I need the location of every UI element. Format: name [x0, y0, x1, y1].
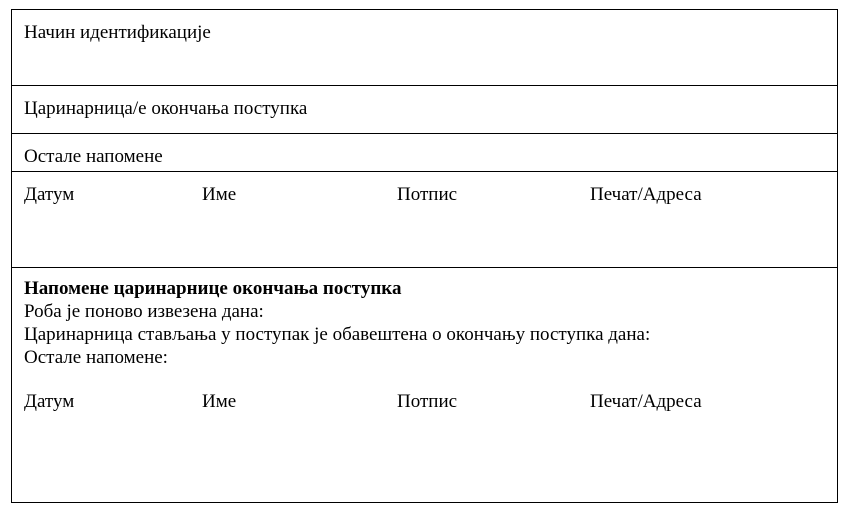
signature-date-label: Датум — [24, 184, 75, 205]
row-completion-notes — [12, 268, 837, 502]
row-other-notes — [12, 134, 837, 172]
identification-method-label: Начин идентификације — [24, 22, 211, 43]
customs-form-table — [11, 9, 838, 503]
row-completion-office — [12, 86, 837, 134]
completion-notes-line-3: Остале напомене: — [24, 347, 168, 368]
completion-notes-signature-line — [12, 390, 837, 420]
completion-signature-name-label: Име — [202, 391, 237, 412]
signature-stamp-address-label: Печат/Адреса — [590, 184, 702, 205]
completion-notes-line-2: Царинарница стављања у поступак је обавештена о окончању поступка дана: — [24, 324, 651, 345]
completion-signature-date-label: Датум — [24, 391, 75, 412]
completion-signature-stamp-address-label: Печат/Адреса — [590, 391, 702, 412]
signature-signature-label: Потпис — [397, 184, 458, 205]
row-signature-block — [12, 172, 837, 268]
completion-notes-title: Напомене царинарнице окончања поступка — [24, 278, 402, 299]
other-notes-label: Остале напомене — [24, 146, 163, 167]
signature-name-label: Име — [202, 184, 237, 205]
completion-office-label: Царинарница/е окончања поступка — [24, 98, 308, 119]
signature-line — [12, 172, 837, 213]
completion-notes-line-1: Роба је поново извезена дана: — [24, 301, 264, 322]
row-identification-method — [12, 10, 837, 86]
completion-signature-signature-label: Потпис — [397, 391, 458, 412]
